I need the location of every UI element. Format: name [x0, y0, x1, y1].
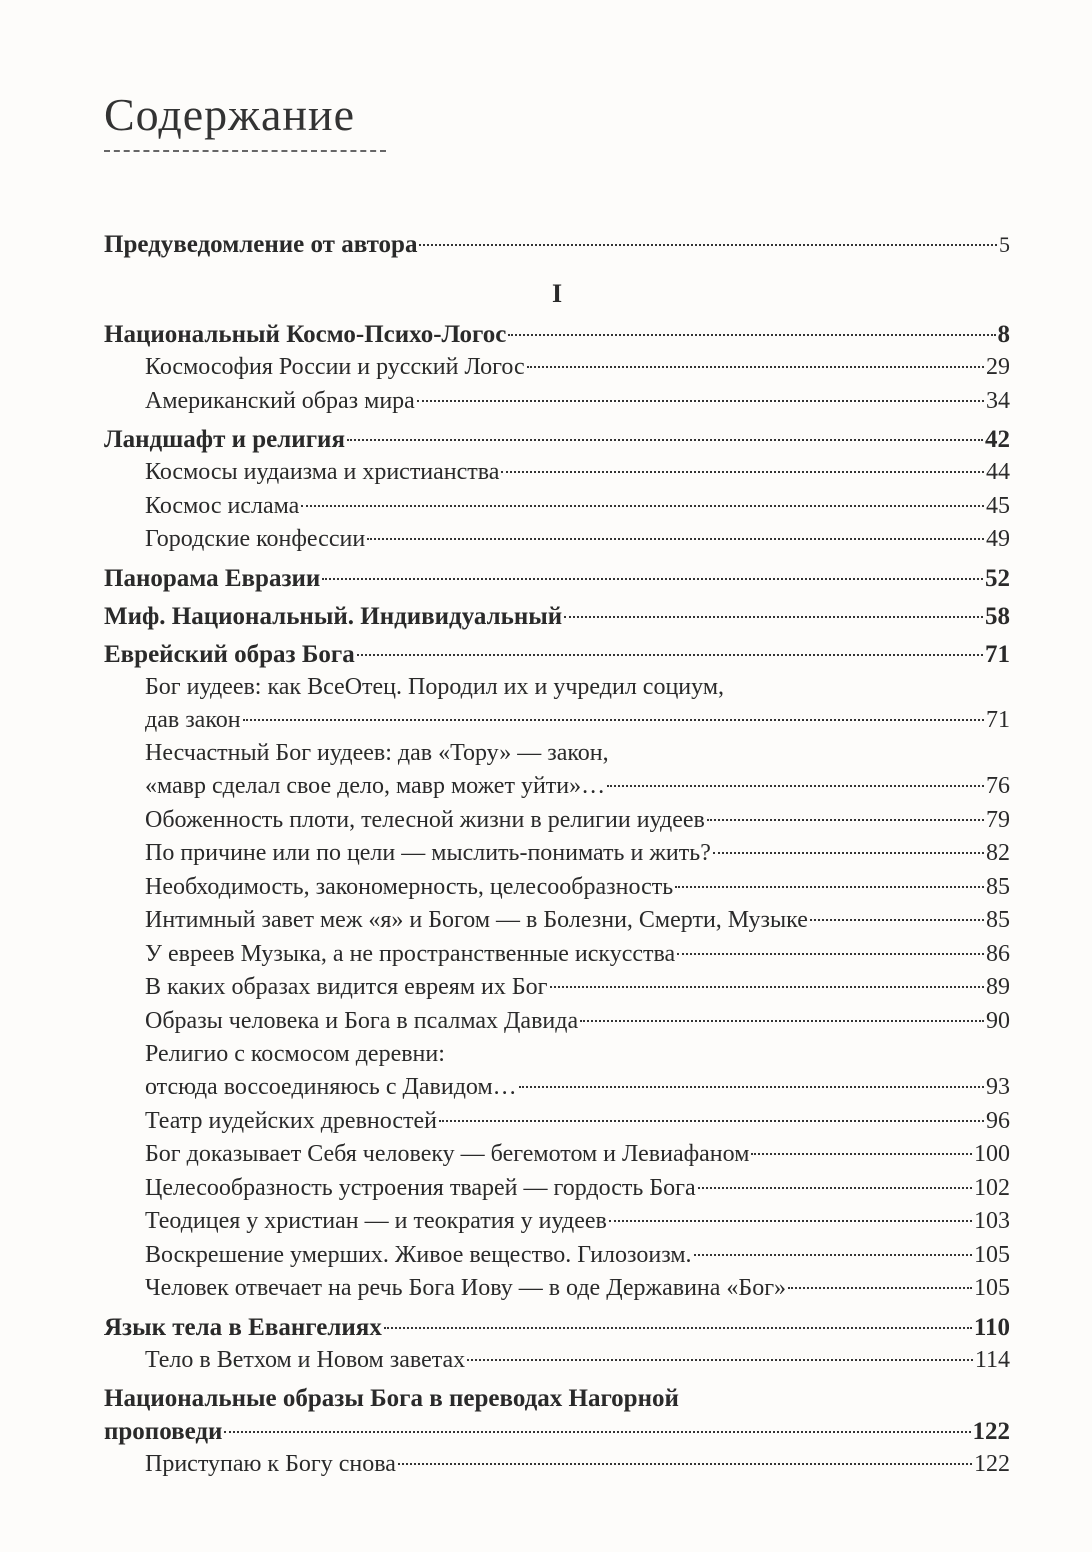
- toc-entry-page: 79: [986, 806, 1010, 833]
- dot-leader: [419, 244, 997, 246]
- toc-subsection-entry[interactable]: [104, 1105, 1010, 1139]
- toc-entry-page: 105: [974, 1241, 1010, 1268]
- dot-leader: [607, 785, 984, 787]
- dot-leader: [751, 1153, 972, 1155]
- toc-entry-page: 100: [974, 1141, 1010, 1167]
- dot-leader: [384, 1327, 972, 1329]
- toc-entry-page: 85: [986, 907, 1010, 933]
- toc-entry-page: 86: [986, 940, 1010, 967]
- dot-leader: [609, 1220, 972, 1222]
- toc-entry-title: Интимный завет меж «я» и Богом — в Болезни, Смерти, Музыке: [145, 907, 808, 933]
- dot-leader: [677, 953, 984, 955]
- toc-subsection-entry[interactable]: [104, 1005, 1010, 1039]
- toc-entry-page: 58: [985, 602, 1010, 630]
- toc-entry-title: Еврейский образ Бога: [104, 640, 355, 668]
- dot-leader: [694, 1254, 972, 1256]
- toc-subsection-entry[interactable]: [104, 837, 1010, 871]
- toc-entry-title: дав закон: [145, 706, 241, 733]
- toc-entries: [104, 318, 1010, 1482]
- dot-leader: [501, 471, 984, 473]
- toc-entry-page: 49: [986, 526, 1010, 552]
- toc-entry-title: Американский образ мира: [145, 387, 415, 414]
- dot-leader: [675, 886, 984, 888]
- toc-subsection-entry[interactable]: [104, 1071, 1010, 1105]
- toc-entry-title: проповеди: [104, 1418, 223, 1445]
- toc-entry-title: «мавр сделал свое дело, мавр может уйти»…: [145, 773, 606, 799]
- toc-entry-page: 90: [986, 1007, 1010, 1034]
- dot-leader: [367, 538, 984, 540]
- toc-entry-title: У евреев Музыка, а не пространственные искусства: [145, 940, 676, 967]
- dot-leader: [713, 852, 984, 854]
- toc-entry-title: Воскрешение умерших. Живое вещество. Гилозоизм.: [145, 1241, 692, 1268]
- toc-chapter-entry[interactable]: [104, 562, 1010, 595]
- toc-entry-title: Городские конфессии: [145, 526, 366, 552]
- table-of-contents: [104, 228, 1010, 1482]
- toc-subsection-entry[interactable]: [104, 1172, 1010, 1206]
- dot-leader: [508, 334, 995, 336]
- dot-leader: [322, 578, 983, 580]
- toc-chapter-entry[interactable]: [104, 423, 1010, 456]
- toc-entry-title: Космосы иудаизма и христианства: [145, 459, 500, 485]
- toc-entry-page: 93: [986, 1074, 1010, 1100]
- dot-leader: [243, 719, 984, 721]
- page-title: Содержание: [104, 89, 356, 140]
- toc-entry-title: отсюда воссоединяюсь с Давидом…: [145, 1074, 517, 1100]
- dot-leader: [467, 1359, 973, 1361]
- toc-entry-page: 8: [997, 321, 1010, 348]
- toc-entry-page: 44: [986, 459, 1010, 485]
- dot-leader: [550, 986, 985, 988]
- dot-leader: [698, 1187, 972, 1189]
- toc-chapter-entry[interactable]: [104, 1311, 1010, 1344]
- toc-entry-page: 76: [986, 773, 1010, 799]
- toc-entry-page: 34: [986, 387, 1010, 414]
- toc-entry-title: Теодицея у христиан — и теократия у иудеев: [145, 1208, 607, 1234]
- title-underline: [104, 150, 386, 152]
- toc-entry-page: 102: [974, 1174, 1010, 1201]
- toc-entry-page: 82: [986, 840, 1010, 866]
- toc-entry-title-line: Религио с космосом деревни:: [145, 1041, 445, 1067]
- dot-leader: [357, 654, 983, 656]
- dot-leader: [439, 1120, 984, 1122]
- toc-subsection-entry[interactable]: [104, 971, 1010, 1005]
- toc-entry-page: 45: [986, 492, 1010, 519]
- toc-subsection-entry[interactable]: [104, 1344, 1010, 1378]
- toc-subsection-entry[interactable]: [104, 871, 1010, 905]
- toc-entry-title: Бог доказывает Себя человеку — бегемотом и Левиафаном: [145, 1141, 750, 1167]
- toc-entry-title: Тело в Ветхом и Новом заветах: [145, 1346, 466, 1373]
- part-number: I: [551, 279, 563, 308]
- toc-entry-title-line: Несчастный Бог иудеев: дав «Тору» — закон,: [145, 740, 609, 766]
- toc-entry-page: 42: [985, 426, 1010, 453]
- dot-leader: [301, 505, 984, 507]
- toc-entry-page: 105: [974, 1275, 1010, 1301]
- toc-entry-page: 85: [986, 873, 1010, 900]
- dot-leader: [417, 400, 984, 402]
- toc-chapter-entry[interactable]: [104, 318, 1010, 351]
- toc-entry-page: 71: [985, 640, 1010, 668]
- toc-entry-page: 5: [999, 232, 1010, 257]
- toc-entry-title: Образы человека и Бога в псалмах Давида: [145, 1007, 579, 1034]
- toc-entry-title: Космос ислама: [145, 492, 300, 519]
- toc-entry-page: 103: [974, 1208, 1010, 1234]
- toc-entry-page: 122: [974, 1451, 1010, 1477]
- toc-subsection-entry[interactable]: [104, 1138, 1010, 1172]
- toc-subsection-entry[interactable]: [104, 385, 1010, 419]
- dot-leader: [580, 1020, 984, 1022]
- toc-entry-title: Национальный Космо-Психо-Логос: [104, 321, 507, 348]
- toc-chapter-entry[interactable]: [104, 1415, 1010, 1448]
- dot-leader: [519, 1086, 984, 1088]
- toc-entry-title: Необходимость, закономерность, целесообразность: [145, 873, 674, 900]
- toc-entry-title: Космософия России и русский Логос: [145, 354, 525, 380]
- dot-leader: [527, 366, 984, 368]
- dot-leader: [224, 1431, 970, 1433]
- dot-leader: [788, 1287, 972, 1289]
- dot-leader: [398, 1463, 972, 1465]
- toc-entry-title: Предуведомление от автора: [104, 231, 418, 258]
- toc-entry-title: Язык тела в Евангелиях: [104, 1313, 382, 1341]
- toc-entry-page: 96: [986, 1107, 1010, 1134]
- toc-entry-title: По причине или по цели — мыслить-понимать и жить?: [145, 840, 711, 866]
- toc-subsection-entry[interactable]: [104, 523, 1010, 557]
- toc-entry-title: Обоженность плоти, телесной жизни в религии иудеев: [145, 806, 705, 833]
- toc-entry-page: 52: [985, 564, 1010, 592]
- toc-entry-title: Миф. Национальный. Индивидуальный: [104, 602, 563, 630]
- toc-entry-page: 89: [986, 974, 1010, 1000]
- toc-entry-title: Театр иудейских древностей: [145, 1107, 437, 1134]
- toc-subsection-entry[interactable]: [104, 938, 1010, 972]
- toc-entry-page: 29: [986, 354, 1010, 380]
- toc-entry-title: Человек отвечает на речь Бога Иову — в оде Державина «Бог»: [145, 1275, 787, 1301]
- dot-leader: [564, 616, 983, 618]
- toc-entry-title: В каких образах видится евреям их Бог: [145, 974, 548, 1000]
- toc-subsection-entry[interactable]: [104, 1205, 1010, 1239]
- toc-entry-title: Целесообразность устроения тварей — гордость Бога: [145, 1174, 696, 1201]
- toc-entry-page: 71: [986, 706, 1010, 733]
- toc-subsection-entry[interactable]: [104, 351, 1010, 385]
- toc-subsection-entry[interactable]: [104, 1272, 1010, 1306]
- toc-entry-title: Панорама Евразии: [104, 564, 321, 592]
- toc-entry-title-line: Национальные образы Бога в переводах Нагорной: [104, 1385, 679, 1412]
- toc-subsection-entry[interactable]: [104, 1239, 1010, 1273]
- toc-entry-title: Приступаю к Богу снова: [145, 1451, 396, 1477]
- dot-leader: [707, 819, 984, 821]
- toc-subsection-entry[interactable]: [104, 456, 1010, 490]
- toc-entry-page: 122: [972, 1418, 1010, 1445]
- toc-chapter-entry[interactable]: [104, 638, 1010, 671]
- toc-subsection-entry[interactable]: [104, 1448, 1010, 1482]
- toc-entry-preface[interactable]: [104, 228, 1010, 261]
- toc-entry-page: 114: [974, 1346, 1010, 1373]
- dot-leader: [810, 919, 984, 921]
- toc-subsection-entry[interactable]: [104, 770, 1010, 804]
- toc-chapter-entry[interactable]: [104, 600, 1010, 633]
- toc-subsection-entry[interactable]: [104, 804, 1010, 838]
- toc-entry-page: 110: [973, 1313, 1010, 1341]
- toc-subsection-entry[interactable]: [104, 904, 1010, 938]
- toc-entry-title: Ландшафт и религия: [104, 426, 345, 453]
- toc-entry-title-line: Бог иудеев: как ВсеОтец. Породил их и учредил социум,: [145, 673, 725, 700]
- toc-subsection-entry[interactable]: [104, 704, 1010, 738]
- toc-subsection-entry[interactable]: [104, 490, 1010, 524]
- dot-leader: [347, 439, 983, 441]
